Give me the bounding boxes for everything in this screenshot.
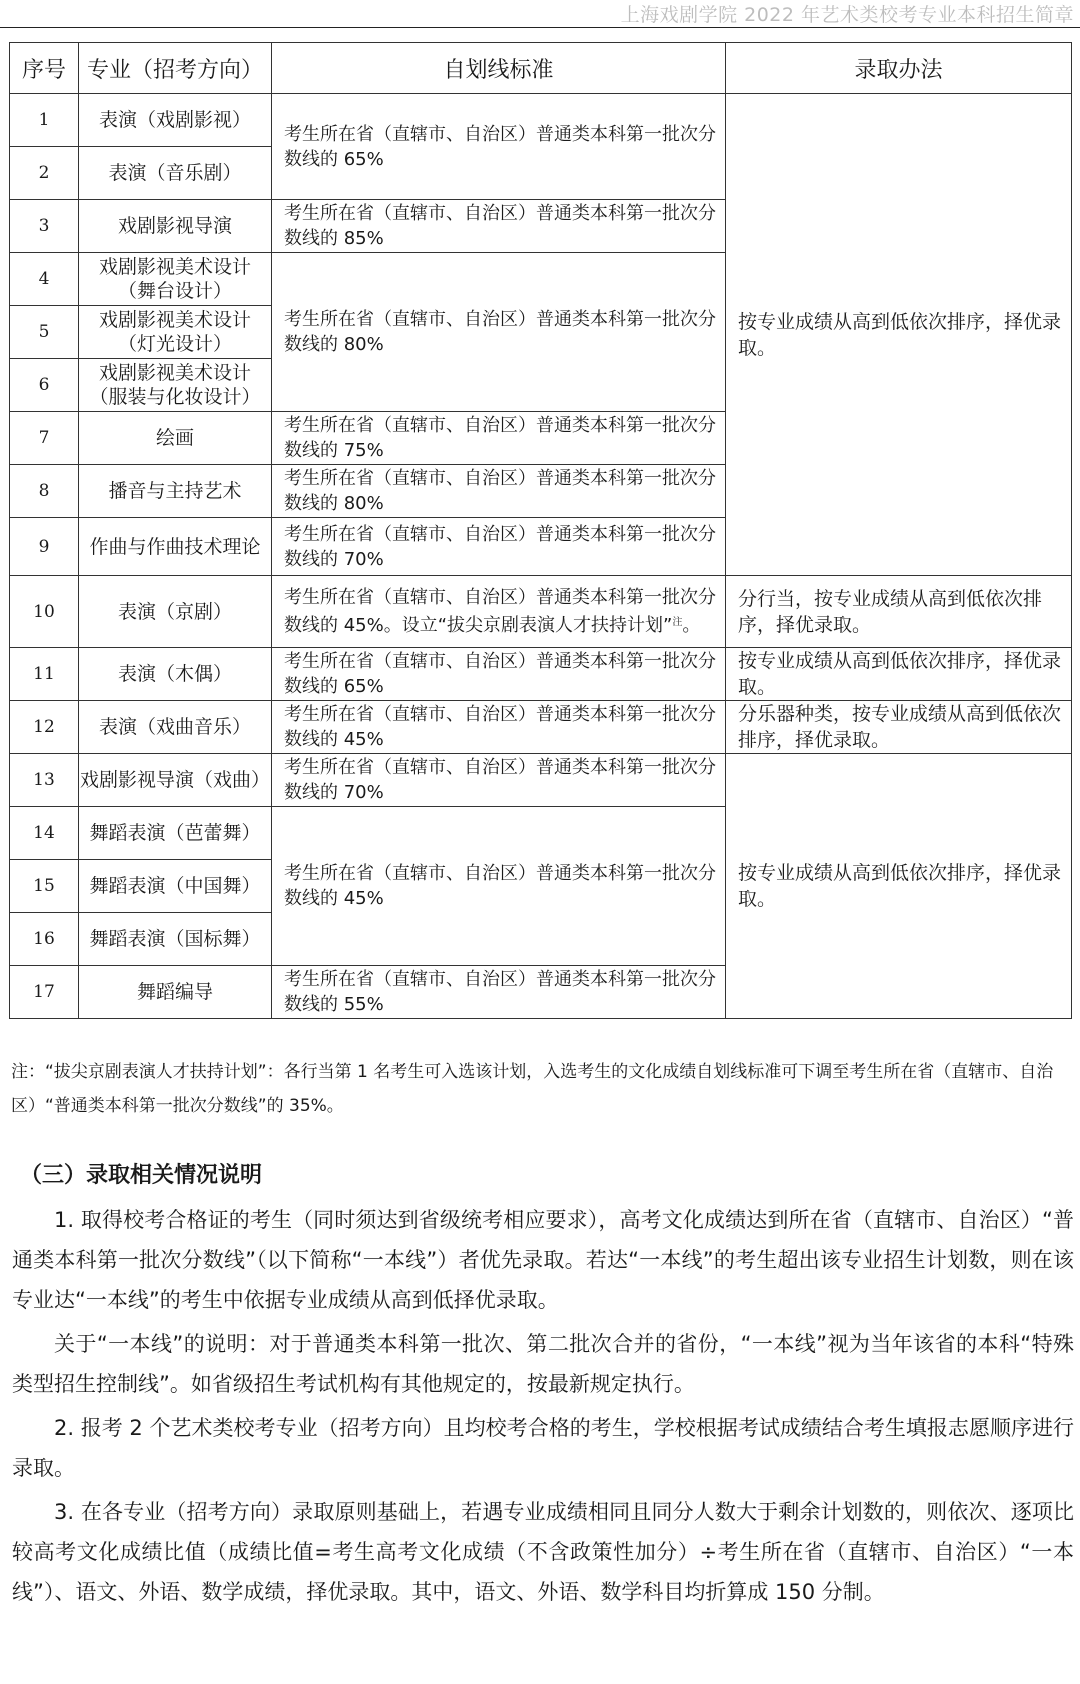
- row-standard: 考生所在省（直辖市、自治区）普通类本科第一批次分数线的 85%: [272, 200, 726, 253]
- row-major: 表演（戏剧影视）: [79, 94, 272, 147]
- row-major: [79, 359, 272, 412]
- row-standard: 考生所在省（直辖市、自治区）普通类本科第一批次分数线的 80%: [272, 465, 726, 518]
- row-no: 14: [10, 807, 79, 860]
- row-major: [79, 253, 272, 306]
- row-no: 2: [10, 147, 79, 200]
- row-rule: 分乐器种类，按专业成绩从高到低依次排序，择优录取。: [726, 701, 1072, 754]
- row-major: 舞蹈编导: [79, 966, 272, 1019]
- table-header-row: [10, 43, 1072, 94]
- paragraph: 1. 取得校考合格证的考生（同时须达到省级统考相应要求），高考文化成绩达到所在省（直辖市、自治区）“普通类本科第一批次分数线”（以下简称“一本线”）者优先录取。若达“一本线”的考生超出该专业招生计划数，则在该专业达“一本线”的考生中依据专业成绩从高到低择优录取。: [12, 1208, 1074, 1312]
- row-rule: 按专业成绩从高到低依次排序，择优录取。: [726, 94, 1072, 576]
- table-row: [10, 94, 1072, 147]
- row-standard: 考生所在省（直辖市、自治区）普通类本科第一批次分数线的 75%: [272, 412, 726, 465]
- major-line: （灯光设计）: [117, 333, 232, 355]
- standard-text-end: 。: [682, 615, 701, 636]
- table-row: [10, 701, 1072, 754]
- footnote-marker: 注: [672, 617, 683, 628]
- page-header: [0, 0, 1080, 28]
- admission-table: [9, 42, 1072, 1019]
- paragraph: 关于“一本线”的说明：对于普通类本科第一批次、第二批次合并的省份，“一本线”视为当年该省的本科“特殊类型招生控制线”。如省级招生考试机构有其他规定的，按最新规定执行。: [12, 1332, 1074, 1396]
- row-major: [79, 306, 272, 359]
- table-footnote: 注：“拔尖京剧表演人才扶持计划”：各行当第 1 名考生可入选该计划，入选考生的文化成绩自划线标准可下调至考生所在省（直辖市、自治区）“普通类本科第一批次分数线”的 35%。: [11, 1062, 1054, 1116]
- row-no: 8: [10, 465, 79, 518]
- table-row: [10, 576, 1072, 648]
- row-major: 播音与主持艺术: [79, 465, 272, 518]
- row-major: 作曲与作曲技术理论: [79, 518, 272, 576]
- row-standard: 考生所在省（直辖市、自治区）普通类本科第一批次分数线的 45%: [272, 807, 726, 966]
- row-major: 舞蹈表演（中国舞）: [79, 860, 272, 913]
- row-no: 3: [10, 200, 79, 253]
- row-major: 表演（戏曲音乐）: [79, 701, 272, 754]
- row-no: 6: [10, 359, 79, 412]
- row-major: 绘画: [79, 412, 272, 465]
- major-line: 戏剧影视美术设计: [98, 256, 251, 278]
- col-header-rule: 录取办法: [726, 43, 1072, 94]
- row-no: 17: [10, 966, 79, 1019]
- row-no: 7: [10, 412, 79, 465]
- row-no: 10: [10, 576, 79, 648]
- row-standard: [272, 576, 726, 648]
- row-no: 15: [10, 860, 79, 913]
- row-standard: 考生所在省（直辖市、自治区）普通类本科第一批次分数线的 70%: [272, 754, 726, 807]
- col-header-standard: 自划线标准: [272, 43, 726, 94]
- row-major: 表演（木偶）: [79, 648, 272, 701]
- table-row: [10, 648, 1072, 701]
- major-line: （服装与化妆设计）: [89, 386, 261, 408]
- row-rule: 按专业成绩从高到低依次排序，择优录取。: [726, 648, 1072, 701]
- row-standard: 考生所在省（直辖市、自治区）普通类本科第一批次分数线的 65%: [272, 648, 726, 701]
- row-major: 舞蹈表演（国标舞）: [79, 913, 272, 966]
- paragraph: 2. 报考 2 个艺术类校考专业（招考方向）且均校考合格的考生，学校根据考试成绩结合考生填报志愿顺序进行录取。: [12, 1416, 1074, 1480]
- row-major: 舞蹈表演（芭蕾舞）: [79, 807, 272, 860]
- major-line: 戏剧影视美术设计: [98, 362, 251, 384]
- table-row: [10, 754, 1072, 807]
- standard-text: 考生所在省（直辖市、自治区）普通类本科第一批次分数线的 45%。设立“拔尖京剧表演人才扶持计划”: [284, 587, 716, 636]
- row-standard: 考生所在省（直辖市、自治区）普通类本科第一批次分数线的 70%: [272, 518, 726, 576]
- row-rule: 分行当，按专业成绩从高到低依次排序，择优录取。: [726, 576, 1072, 648]
- row-major: 表演（音乐剧）: [79, 147, 272, 200]
- col-header-no: 序号: [10, 43, 79, 94]
- row-no: 12: [10, 701, 79, 754]
- row-standard: 考生所在省（直辖市、自治区）普通类本科第一批次分数线的 80%: [272, 253, 726, 412]
- row-major: 戏剧影视导演（戏曲）: [79, 754, 272, 807]
- row-major: 表演（京剧）: [79, 576, 272, 648]
- section-heading: （三）录取相关情况说明: [20, 1163, 263, 1188]
- major-line: （舞台设计）: [117, 280, 232, 302]
- row-major: 戏剧影视导演: [79, 200, 272, 253]
- row-rule: 按专业成绩从高到低依次排序，择优录取。: [726, 754, 1072, 1019]
- row-no: 1: [10, 94, 79, 147]
- row-no: 13: [10, 754, 79, 807]
- row-no: 11: [10, 648, 79, 701]
- header-title: 上海戏剧学院 2022 年艺术类校考专业本科招生简章: [620, 4, 1074, 26]
- row-no: 16: [10, 913, 79, 966]
- row-standard: 考生所在省（直辖市、自治区）普通类本科第一批次分数线的 55%: [272, 966, 726, 1019]
- row-standard: 考生所在省（直辖市、自治区）普通类本科第一批次分数线的 65%: [272, 94, 726, 200]
- col-header-major: 专业（招考方向）: [79, 43, 272, 94]
- row-standard: 考生所在省（直辖市、自治区）普通类本科第一批次分数线的 45%: [272, 701, 726, 754]
- section-body: [12, 1200, 1074, 1616]
- paragraph: 3. 在各专业（招考方向）录取原则基础上，若遇专业成绩相同且同分人数大于剩余计划数的，则依次、逐项比较高考文化成绩比值（成绩比值=考生高考文化成绩（不含政策性加分）÷考生所在省（直辖市、自治区）“一本线”）、语文、外语、数学成绩，择优录取。其中，语文、外语、数学科目均折算成 150 分制。: [12, 1500, 1074, 1604]
- row-no: 4: [10, 253, 79, 306]
- row-no: 9: [10, 518, 79, 576]
- major-line: 戏剧影视美术设计: [98, 309, 251, 331]
- row-no: 5: [10, 306, 79, 359]
